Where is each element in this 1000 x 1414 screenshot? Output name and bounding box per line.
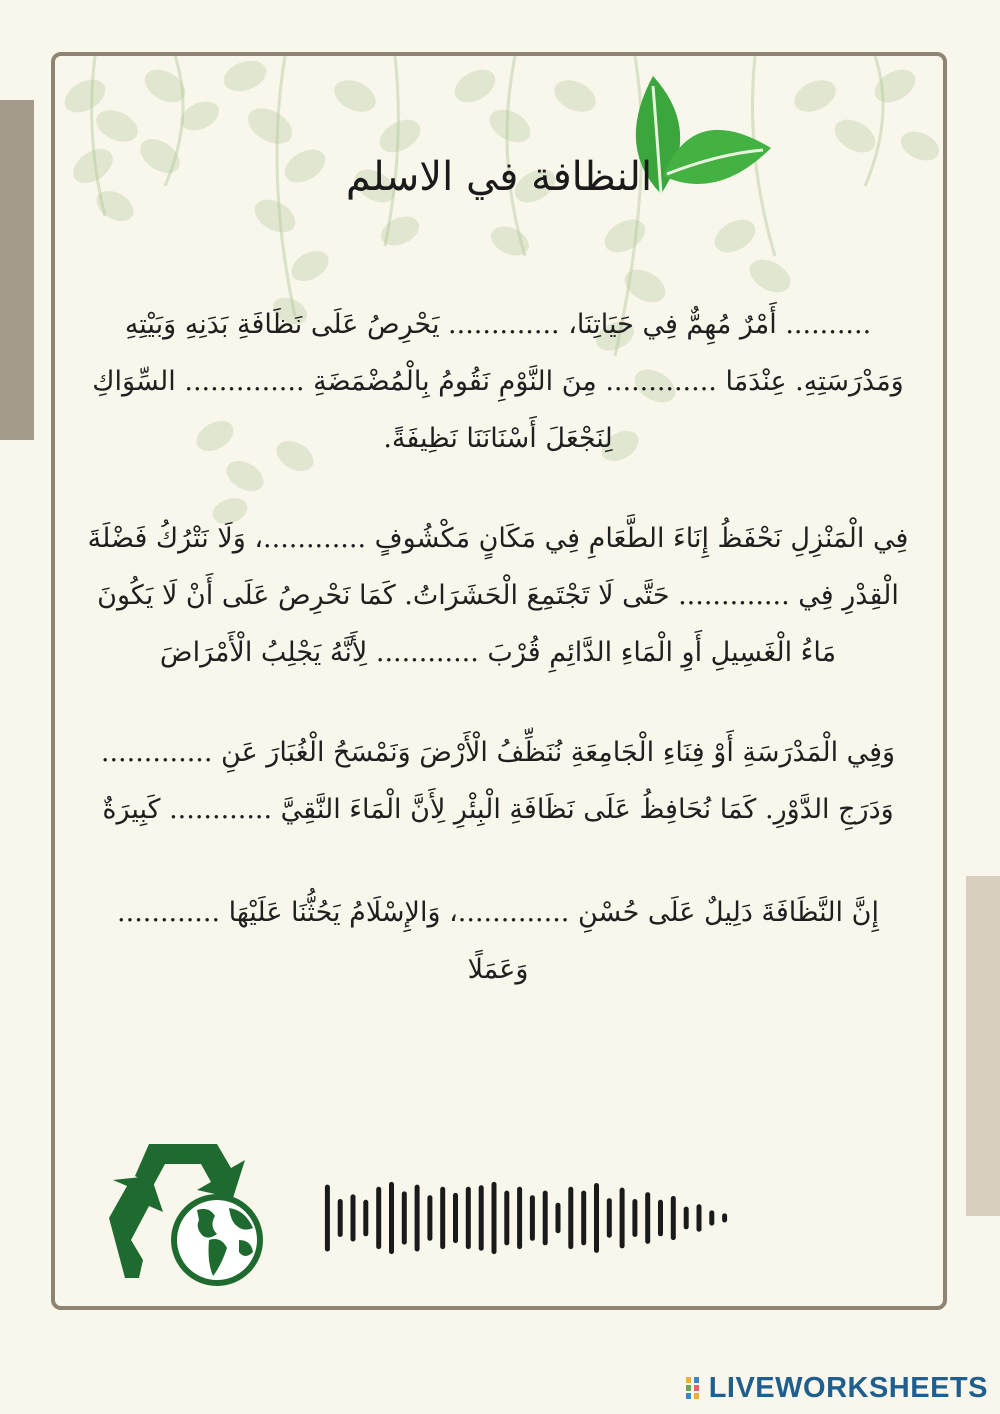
waveform-bar [351,1194,356,1241]
recycle-globe-icon [105,1136,275,1286]
waveform-bar [427,1195,432,1241]
waveform-bar [415,1185,420,1252]
audio-waveform-icon[interactable] [321,1180,731,1256]
waveform-bar [402,1191,407,1244]
waveform-bar [453,1193,458,1243]
brand-name: LIVEWORKSHEETS [708,1371,988,1404]
waveform-bar [466,1187,471,1249]
paragraph-4: إِنَّ النَّظَافَةَ دَلِيلٌ عَلَى حُسْنِ .............، وَالإِسْلَامُ يَحُثُّنَا عَلَيْهَا ............ وَعَمَلًا [117,897,879,985]
waveform-bar [543,1191,548,1246]
liveworksheets-logo-icon [685,1375,705,1401]
waveform-bar [632,1199,637,1237]
liveworksheets-brand[interactable] [685,1368,988,1408]
waveform-bar [645,1192,650,1244]
waveform-bar [363,1200,368,1237]
waveform-bar [517,1187,522,1249]
waveform-bar [479,1185,484,1250]
waveform-bar [658,1200,663,1237]
paragraph-1: .......... أَمْرٌ مُهِمٌّ فِي حَيَاتِنَا، ............. يَحْرِصُ عَلَى نَظَافَةِ بَدَنِهِ وَبَيْتِهِ وَمَدْرَسَتِهِ. عِنْدَمَا ............. مِنَ النَّوْمِ نَقُومُ بِالْمُضْمَضَةِ .............. السِّوَاكِ لِنَجْعَلَ أَسْنَانَنَا نَظِيفَةً. [92,309,904,454]
paragraph-3: وَفِي الْمَدْرَسَةِ أَوْ فِنَاءِ الْجَامِعَةِ نُنَظِّفُ الْأَرْضَ وَنَمْسَحُ الْغُبَارَ عَنِ ............. وَدَرَجِ الدَّوْرِ. كَمَا نُحَافِظُ عَلَى نَظَافَةِ الْبِئْرِ لِأَنَّ الْمَاءَ النَّقِيَّ ............ كَبِيرَةٌ [100,737,896,825]
waveform-bar [492,1182,497,1254]
right-side-decoration-bar [966,876,1000,1216]
waveform-bar [671,1196,676,1240]
waveform-bar [325,1185,330,1252]
waveform-bar [722,1213,727,1222]
waveform-bar [709,1210,714,1225]
waveform-bar [594,1183,599,1253]
paragraph-2: فِي الْمَنْزِلِ نَحْفَظُ إِنَاءَ الطَّعَامِ فِي مَكَانٍ مَكْشُوفٍ ............، وَلَا نَتْرُكُ فَضْلَةَ الْقِدْرِ فِي ............. حَتَّى لَا تَجْتَمِعَ الْحَشَرَاتُ. كَمَا نَحْرِصُ عَلَى أَنْ لَا يَكُونَ مَاءُ الْغَسِيلِ أَوِ الْمَاءِ الدَّائِمِ قُرْبَ ............ لِأَنَّهُ يَجْلِبُ الْأَمْرَاضَ [87,523,909,668]
waveform-bar [440,1187,445,1249]
waveform-bar [556,1203,561,1233]
waveform-bar [607,1198,612,1238]
waveform-bar [581,1191,586,1246]
worksheet-card [51,52,947,1310]
waveform-bar [530,1195,535,1241]
waveform-bar [684,1207,689,1230]
waveform-bar [568,1187,573,1249]
waveform-bar [504,1191,509,1246]
waveform-bar [620,1188,625,1249]
waveform-bar [389,1182,394,1254]
waveform-bar [376,1187,381,1249]
left-side-decoration-bar [0,100,34,440]
waveform-bar [697,1204,702,1231]
waveform-bar [338,1199,343,1237]
worksheet-title: النظافة في الاسلم [345,154,653,200]
